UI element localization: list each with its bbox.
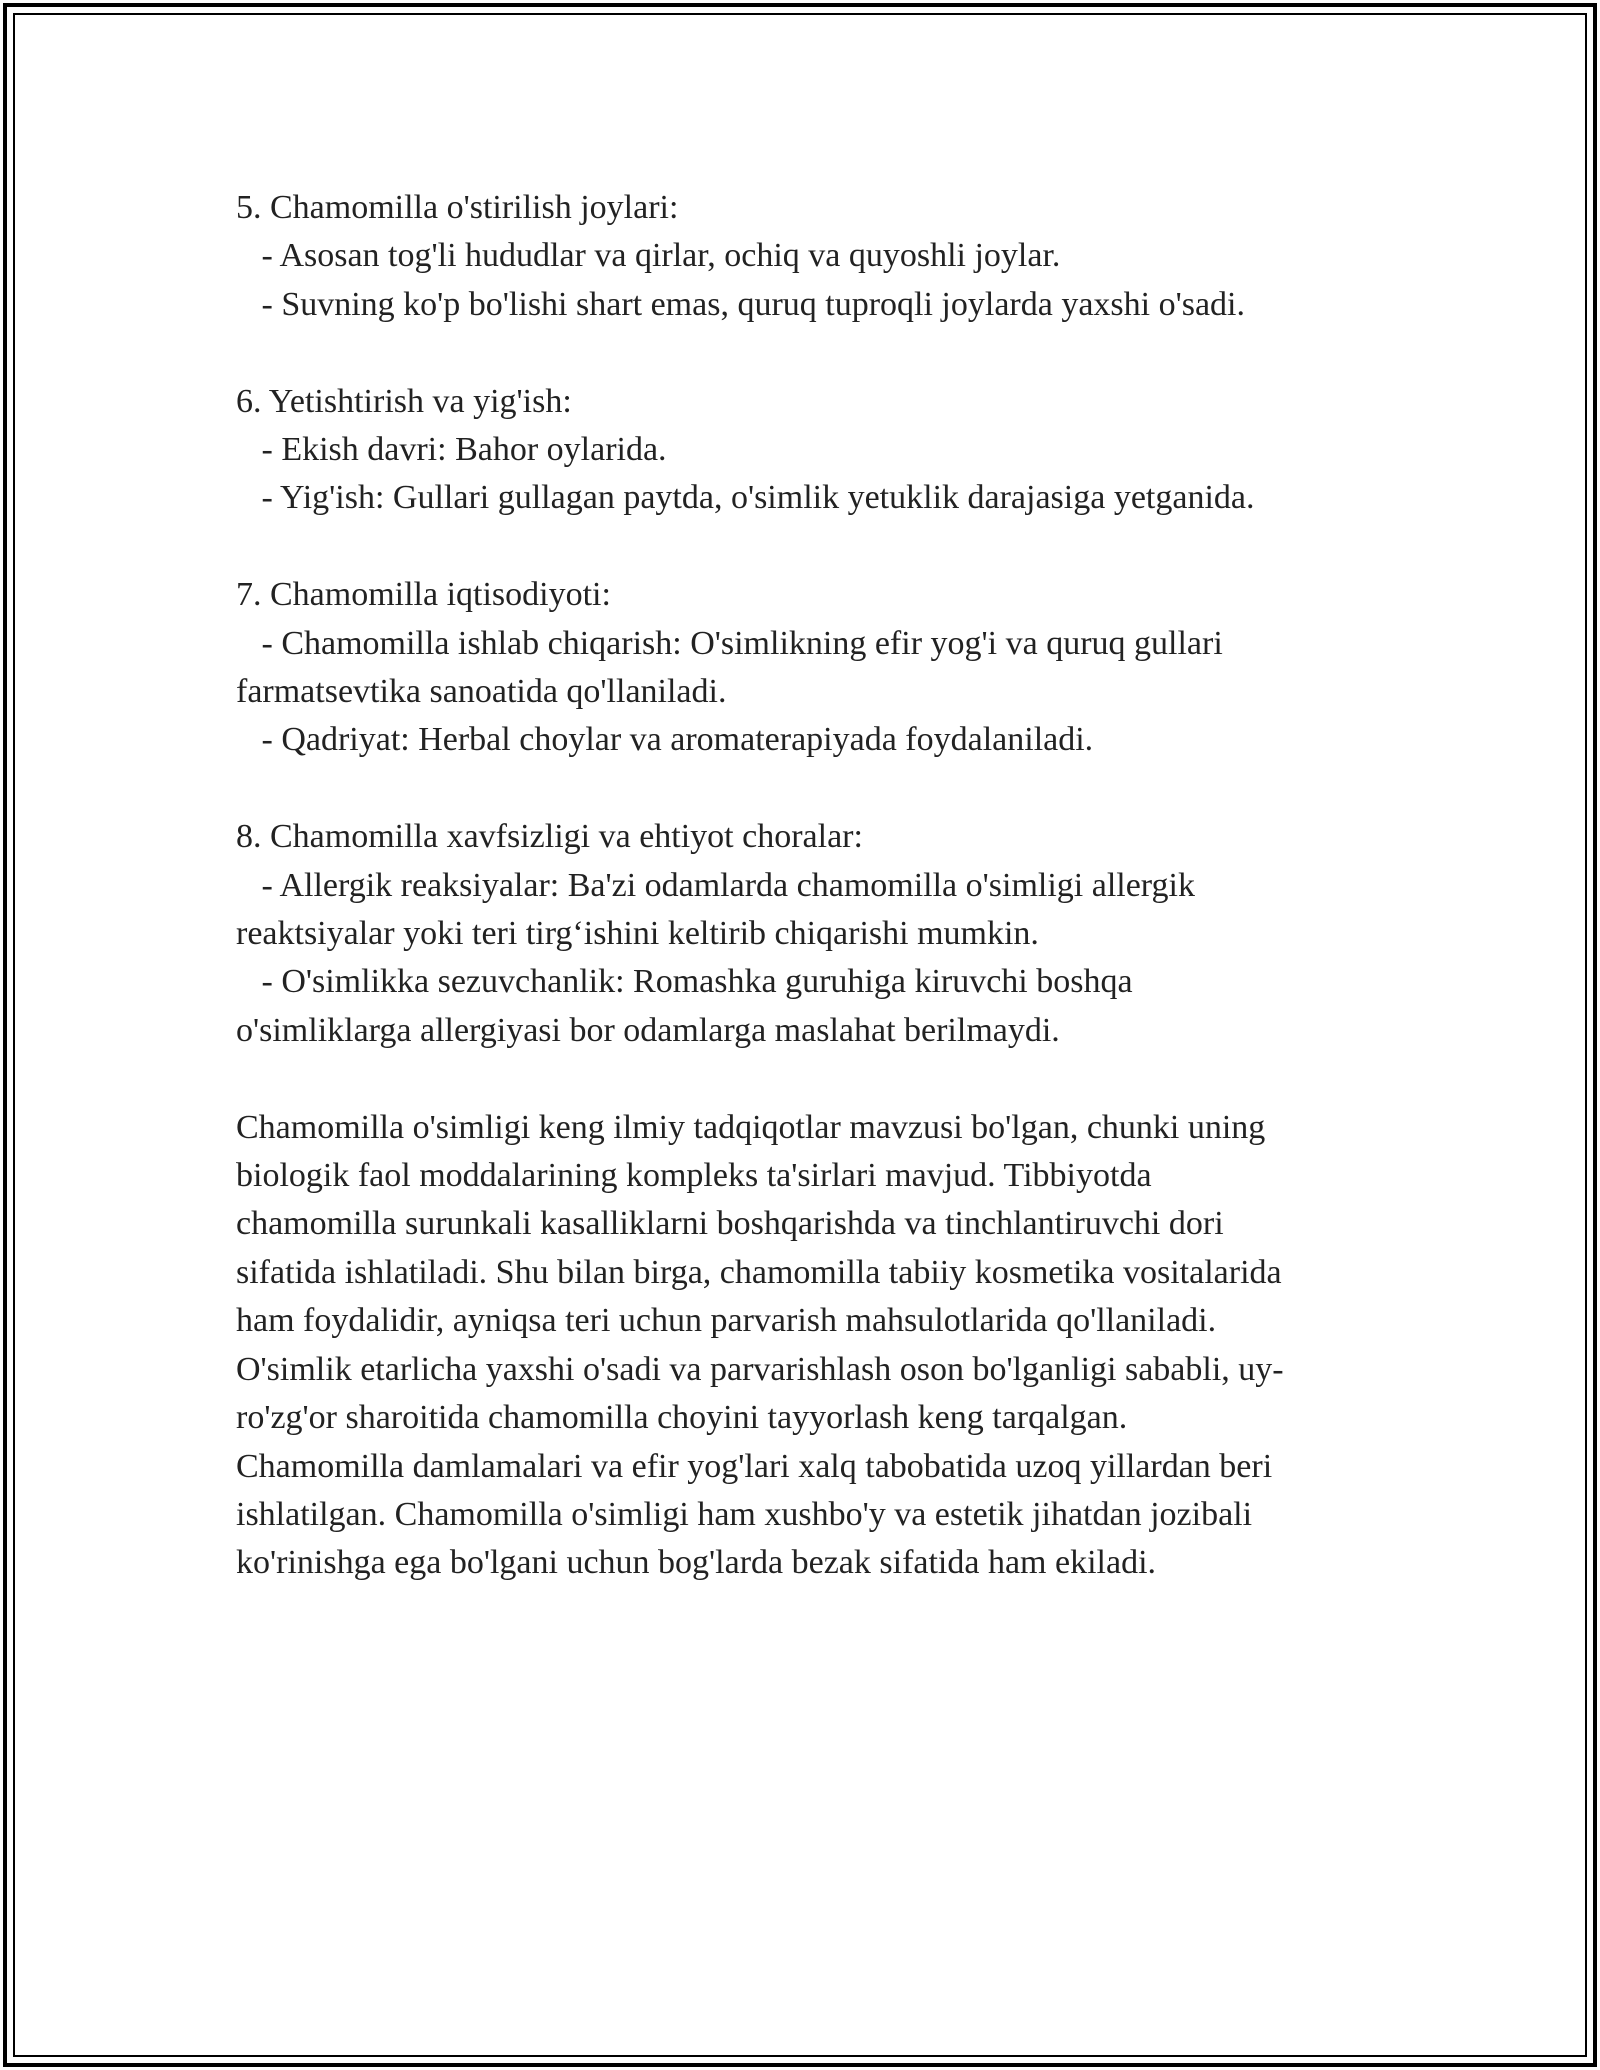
paragraph-line: biologik faol moddalarining kompleks ta'sirlari mavjud. Tibbiyotda (236, 1157, 1152, 1195)
paragraph-line: ishlatilgan. Chamomilla o'simligi ham xushbo'y va estetik jihatdan jozibali (236, 1495, 1253, 1533)
section-heading: 8. Chamomilla xavfsizligi va ehtiyot choralar: (236, 818, 863, 856)
bullet-line: - Ekish davri: Bahor oylarida. (236, 431, 667, 469)
spacer (236, 1055, 1376, 1103)
section-heading: 5. Chamomilla o'stirilish joylari: (236, 189, 679, 226)
bullet-line: - Chamomilla ishlab chiqarish: O'simlikning efir yog'i va quruq gullari (236, 624, 1223, 662)
paragraph-line: ko'rinishga ega bo'lgani uchun bog'larda bezak sifatida ham ekiladi. (236, 1544, 1157, 1582)
bullet-line: reaktsiyalar yoki teri tirg‘ishini keltirib chiqarishi mumkin. (236, 915, 1039, 953)
section-safety (236, 813, 1376, 1055)
bullet-line: - Suvning ko'p bo'lishi shart emas, quruq tuproqli joylarda yaxshi o'sadi. (236, 285, 1245, 323)
paragraph-line: ham foydalidir, ayniqsa teri uchun parvarish mahsulotlarida qo'llaniladi. (236, 1302, 1217, 1340)
closing-paragraph (236, 1104, 1376, 1588)
paragraph-line: chamomilla surunkali kasalliklarni boshqarishda va tinchlantiruvchi dori (236, 1205, 1224, 1243)
bullet-line: - O'simlikka sezuvchanlik: Romashka guruhiga kiruvchi boshqa (236, 963, 1133, 1001)
section-heading: 6. Yetishtirish va yig'ish: (236, 382, 572, 420)
bullet-line: - Allergik reaksiyalar: Ba'zi odamlarda chamomilla o'simligi allergik (236, 866, 1195, 904)
paragraph-line: O'simlik etarlicha yaxshi o'sadi va parvarishlash oson bo'lganligi sababli, uy- (236, 1350, 1284, 1388)
bullet-line: - Yig'ish: Gullari gullagan paytda, o'simlik yetuklik darajasiga yetganida. (236, 479, 1255, 517)
bullet-line: o'simliklarga allergiyasi bor odamlarga maslahat berilmaydi. (236, 1011, 1060, 1049)
paragraph-line: Chamomilla o'simligi keng ilmiy tadqiqotlar mavzusi bo'lgan, chunki uning (236, 1108, 1266, 1146)
section-growing-places (236, 184, 1376, 329)
section-economy (236, 571, 1376, 765)
section-cultivation (236, 378, 1376, 523)
spacer (236, 765, 1376, 813)
bullet-line: farmatsevtika sanoatida qo'llaniladi. (236, 673, 727, 711)
bullet-line: - Asosan tog'li hududlar va qirlar, ochiq va quyoshli joylar. (236, 237, 1061, 275)
spacer (236, 329, 1376, 377)
bullet-line: - Qadriyat: Herbal choylar va aromaterapiyada foydalaniladi. (236, 721, 1094, 759)
section-heading: 7. Chamomilla iqtisodiyoti: (236, 576, 611, 614)
paragraph-line: ro'zg'or sharoitida chamomilla choyini tayyorlash keng tarqalgan. (236, 1399, 1128, 1437)
document-body (236, 184, 1376, 1588)
spacer (236, 523, 1376, 571)
paragraph-line: Chamomilla damlamalari va efir yog'lari xalq tabobatida uzoq yillardan beri (236, 1447, 1273, 1485)
paragraph-line: sifatida ishlatiladi. Shu bilan birga, chamomilla tabiiy kosmetika vositalarida (236, 1253, 1282, 1291)
